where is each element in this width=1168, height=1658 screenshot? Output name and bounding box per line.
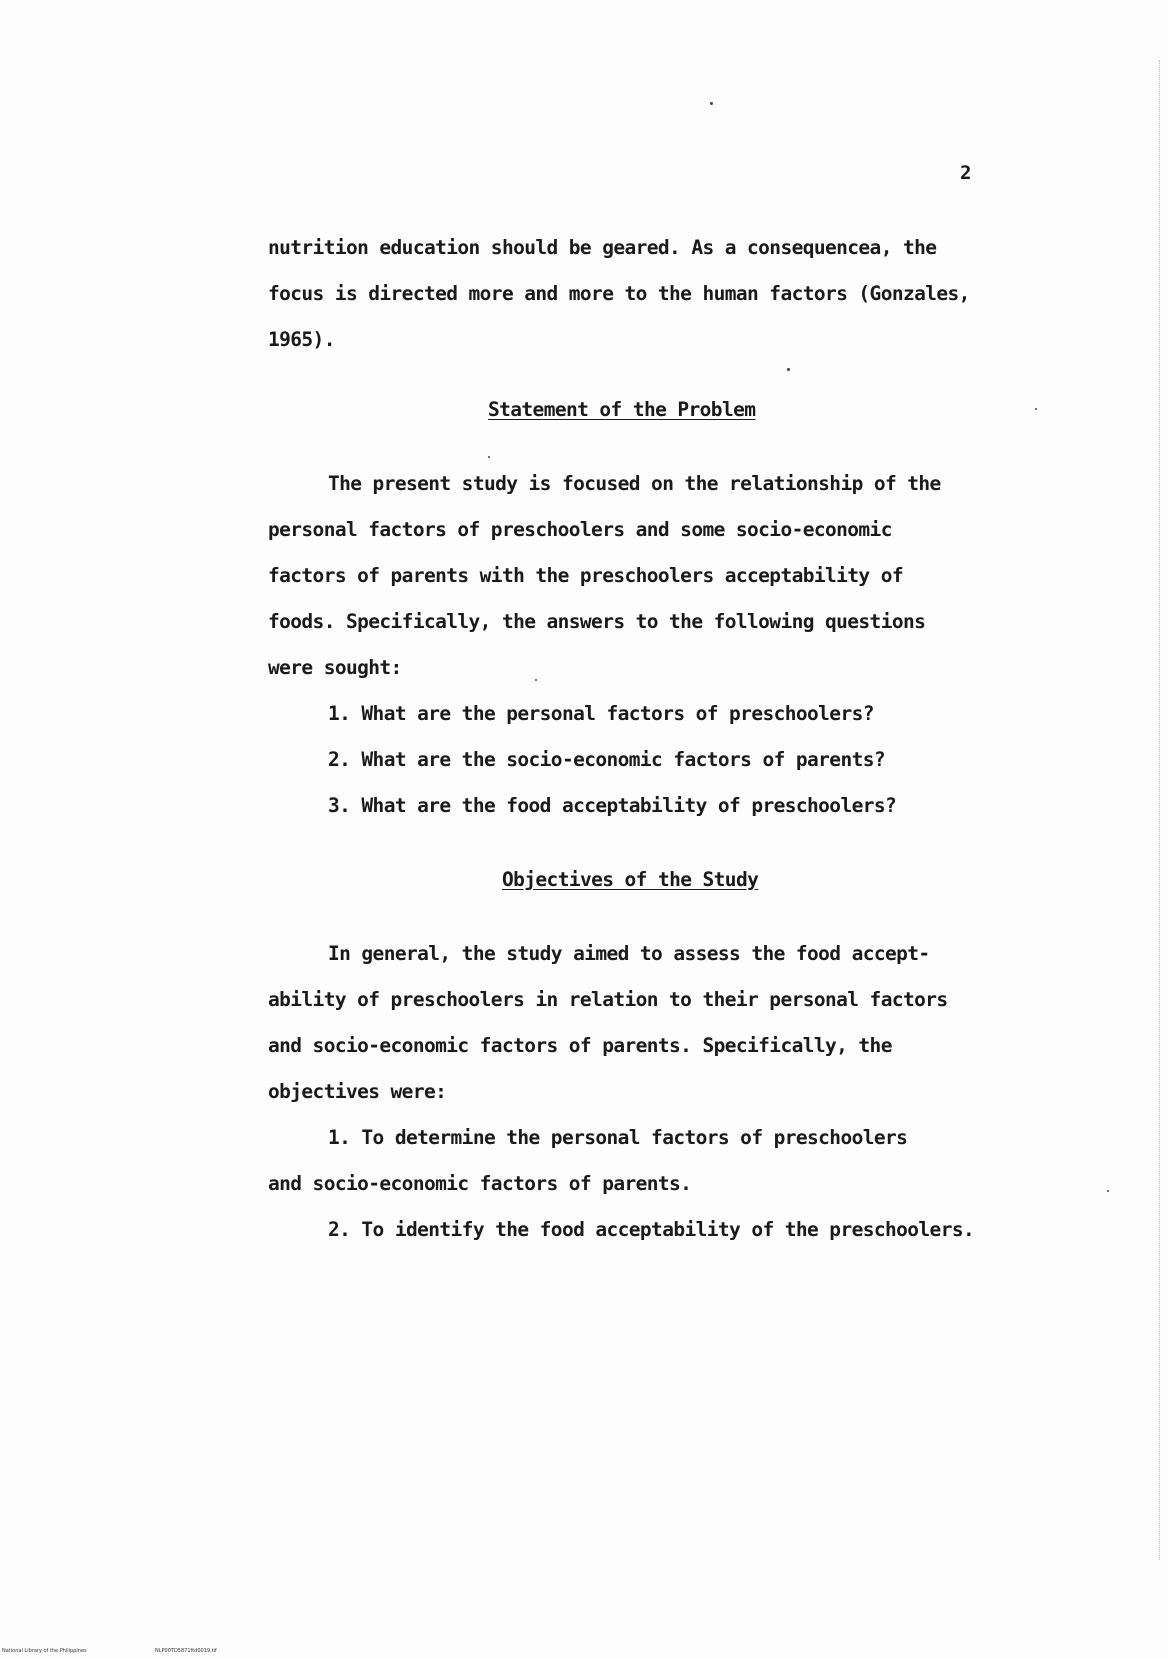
body-line: nutrition education should be geared. As a consequencea, the bbox=[268, 236, 937, 259]
body-line: In general, the study aimed to assess the food accept- bbox=[328, 942, 930, 965]
body-line: 1965). bbox=[268, 328, 335, 351]
scan-edge bbox=[1158, 60, 1160, 1560]
scan-speck bbox=[1035, 408, 1037, 410]
question-item: 2. What are the socio-economic factors of parents? bbox=[328, 748, 885, 771]
objective-item: 1. To determine the personal factors of preschoolers bbox=[328, 1126, 908, 1149]
footer-library: National Library of the Philippines bbox=[2, 1648, 87, 1654]
body-line: were sought: bbox=[268, 656, 402, 679]
scan-speck bbox=[710, 102, 713, 105]
scan-speck bbox=[488, 456, 490, 458]
footer-filename: NLP00TD5871ftd0019.tif bbox=[155, 1648, 217, 1654]
section-heading-objectives: Objectives of the Study bbox=[502, 868, 759, 891]
section-heading-statement: Statement of the Problem bbox=[488, 398, 756, 421]
body-line: factors of parents with the preschoolers acceptability of bbox=[268, 564, 903, 587]
objective-item: and socio-economic factors of parents. bbox=[268, 1172, 692, 1195]
body-line: foods. Specifically, the answers to the following questions bbox=[268, 610, 926, 633]
body-line: The present study is focused on the relationship of the bbox=[328, 472, 941, 495]
scan-speck bbox=[787, 368, 790, 371]
scan-speck bbox=[535, 679, 537, 681]
question-item: 1. What are the personal factors of preschoolers? bbox=[328, 702, 874, 725]
body-line: ability of preschoolers in relation to their personal factors bbox=[268, 988, 948, 1011]
body-line: focus is directed more and more to the human factors (Gonzales, bbox=[268, 282, 970, 305]
page-number: 2 bbox=[960, 162, 972, 184]
body-line: and socio-economic factors of parents. Specifically, the bbox=[268, 1034, 892, 1057]
body-line: personal factors of preschoolers and some socio-economic bbox=[268, 518, 892, 541]
scan-speck bbox=[1107, 1190, 1109, 1192]
question-item: 3. What are the food acceptability of preschoolers? bbox=[328, 794, 897, 817]
objective-item: 2. To identify the food acceptability of the preschoolers. bbox=[328, 1218, 975, 1241]
body-line: objectives were: bbox=[268, 1080, 447, 1103]
